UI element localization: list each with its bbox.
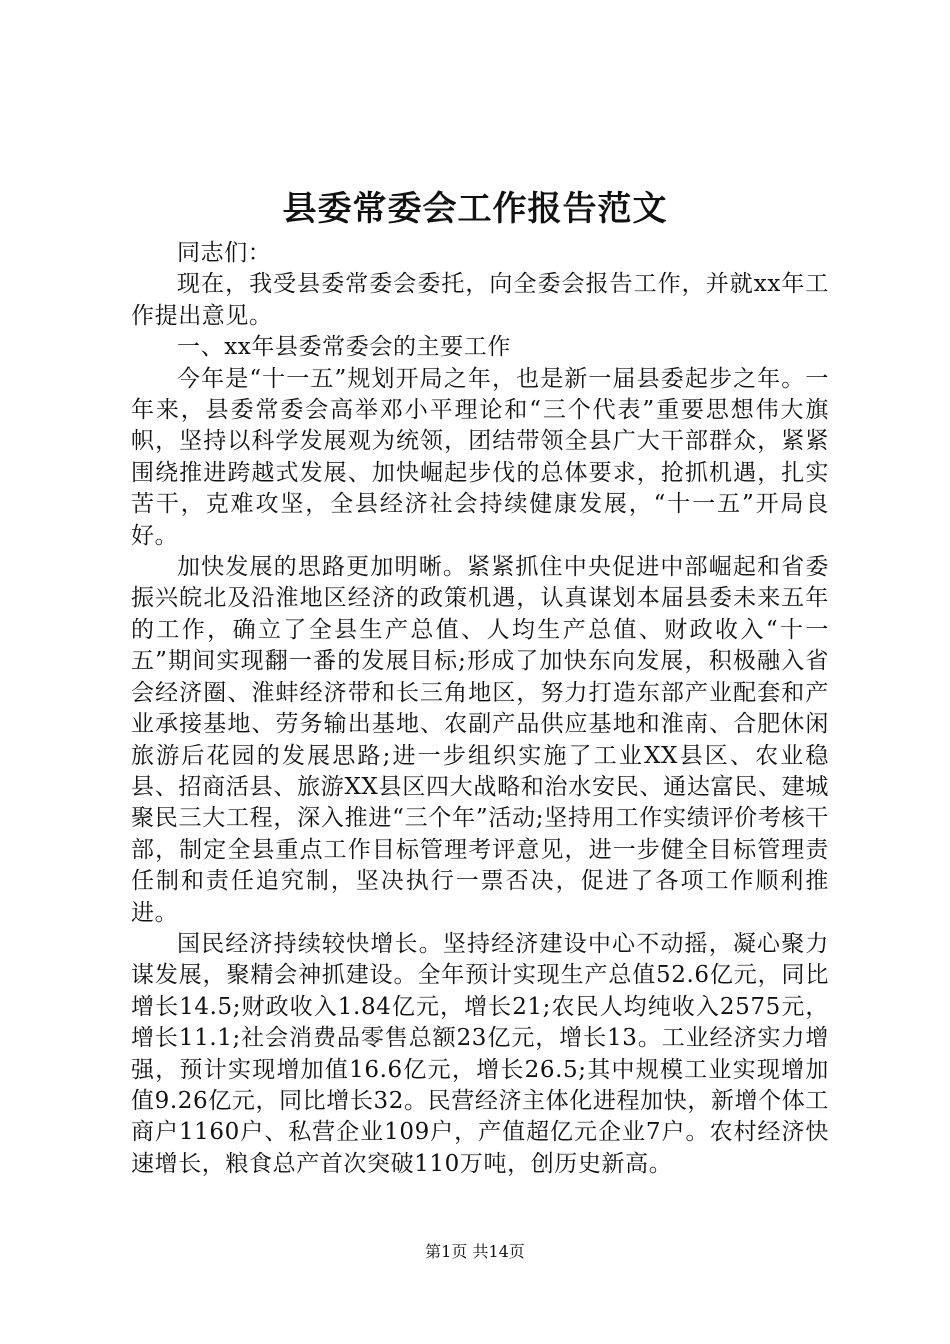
- document-title: 县委常委会工作报告范文: [282, 189, 668, 229]
- body-paragraph: 今年是“十一五”规划开局之年，也是新一届县委起步之年。一年来，县委常委会高举邓小平理论和“三个代表”重要思想伟大旗帜，坚持以科学发展观为统领，团结带领全县广大干部群众，紧紧围绕推进跨越式发展、加快崛起步伐的总体要求，抢抓机遇，扎实苦干，克难攻坚，全县经济社会持续健康发展，“十一五”开局良好。: [131, 365, 829, 549]
- body-paragraph: 国民经济持续较快增长。坚持经济建设中心不动摇，凝心聚力谋发展，聚精会神抓建设。全年预计实现生产总值52.6亿元，同比增长14.5;财政收入1.84亿元，增长21;农民人均纯收入2575元，增长11.1;社会消费品零售总额23亿元，增长13。工业经济实力增强，预计实现增加值16.6亿元，增长26.5;其中规模工业实现增加值9.26亿元，同比增长32。民营经济主体化进程加快，新增个体工商户1160户、私营企业109户，产值超亿元企业7户。农村经济快速增长，粮食总产首次突破110万吨，创历史新高。: [131, 930, 829, 1177]
- document-body: [131, 238, 829, 1180]
- intro-paragraph: 现在，我受县委常委会委托，向全委会报告工作，并就xx年工作提出意见。: [131, 271, 829, 329]
- body-paragraph: 加快发展的思路更加明晰。紧紧抓住中央促进中部崛起和省委振兴皖北及沿淮地区经济的政策机遇，认真谋划本届县委未来五年的工作，确立了全县生产总值、人均生产总值、财政收入“十一五”期间实现翻一番的发展目标;形成了加快东向发展，积极融入省会经济圈、淮蚌经济带和长三角地区，努力打造东部产业配套和产业承接基地、劳务输出基地、农副产品供应基地和淮南、合肥休闲旅游后花园的发展思路;进一步组织实施了工业XX县区、农业稳县、招商活县、旅游XX县区四大战略和治水安民、通达富民、建城聚民三大工程，深入推进“三个年”活动;坚持用工作实绩评价考核干部，制定全县重点工作目标管理考评意见，进一步健全目标管理责任制和责任追究制，坚决执行一票否决，促进了各项工作顺利推进。: [131, 554, 829, 926]
- page-footer: 第1页 共14页: [425, 1242, 525, 1261]
- section-heading: 一、xx年县委常委会的主要工作: [177, 334, 511, 361]
- salutation-paragraph: 同志们：: [177, 240, 272, 266]
